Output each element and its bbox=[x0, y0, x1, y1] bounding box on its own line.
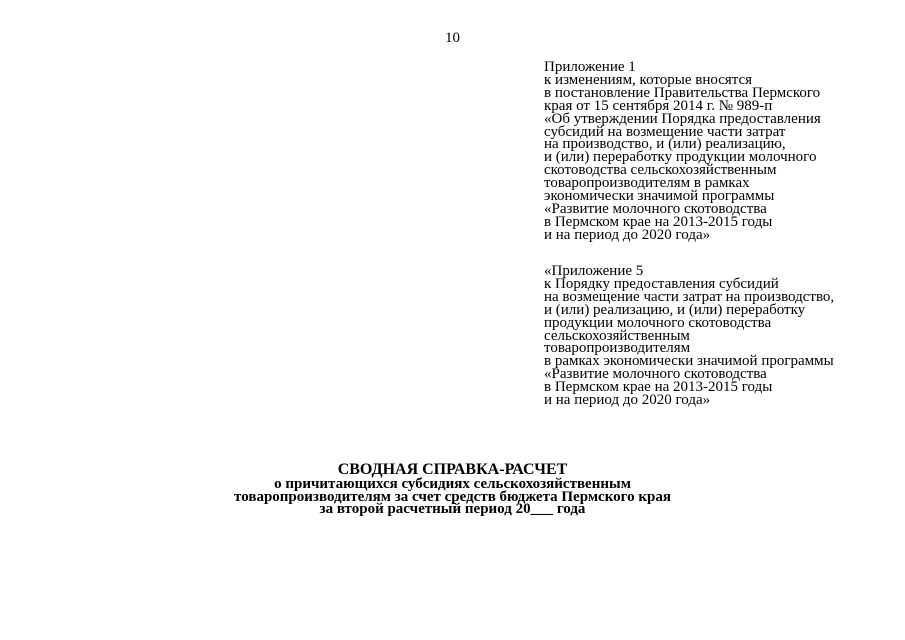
annex-5-line: на возмещение части затрат на производство, bbox=[544, 288, 835, 305]
title-subline: о причитающихся субсидиях сельскохозяйственным bbox=[274, 476, 631, 492]
annex-5-line: сельскохозяйственным bbox=[544, 327, 690, 344]
annex-5-line: и на период до 2020 года» bbox=[544, 392, 711, 409]
annex-1-line: края от 15 сентября 2014 г. № 989-п bbox=[544, 97, 773, 114]
annex-5-line: в Пермском крае на 2013-2015 годы bbox=[544, 379, 773, 396]
title-subline: за второй расчетный период 20___ года bbox=[319, 501, 586, 517]
annex-5-line: продукции молочного скотоводства bbox=[544, 314, 772, 331]
annex-1-line: товаропроизводителям в рамках bbox=[544, 175, 750, 192]
annex-1-line: Приложение 1 bbox=[544, 59, 636, 75]
annex-1-line: «Об утверждении Порядка предоставления bbox=[544, 110, 821, 127]
annex-1-line: в постановление Правительства Пермского bbox=[544, 84, 821, 101]
annex-5-line: к Порядку предоставления субсидий bbox=[544, 275, 779, 292]
annex-5-line: и (или) реализацию, и (или) переработку bbox=[544, 301, 806, 318]
annex-1-line: к изменениям, которые вносятся bbox=[544, 71, 753, 88]
annex-5-line: «Развитие молочного скотоводства bbox=[544, 366, 767, 383]
annex-1-header bbox=[544, 61, 894, 242]
annex-5-line: «Приложение 5 bbox=[544, 263, 644, 279]
annex-5-line: товаропроизводителям bbox=[544, 340, 691, 357]
annex-1-line: «Развитие молочного скотоводства bbox=[544, 200, 767, 217]
annex-1-line: экономически значимой программы bbox=[544, 188, 775, 205]
annex-1-line: и на период до 2020 года» bbox=[544, 226, 711, 243]
annex-5-header bbox=[544, 265, 894, 407]
page-number: 10 bbox=[445, 30, 460, 46]
annex-5-line: в рамках экономически значимой программы bbox=[544, 353, 834, 370]
annex-1-line: субсидий на возмещение части затрат bbox=[544, 123, 786, 140]
annex-1-line: и (или) переработку продукции молочного bbox=[544, 149, 817, 166]
annex-1-line: скотоводства сельскохозяйственным bbox=[544, 162, 777, 179]
title-subline: товаропроизводителям за счет средств бюджета Пермского края bbox=[234, 488, 671, 505]
title-heading: СВОДНАЯ СПРАВКА-РАСЧЕТ bbox=[337, 461, 568, 478]
annex-1-line: в Пермском крае на 2013-2015 годы bbox=[544, 213, 773, 230]
annex-1-line: на производство, и (или) реализацию, bbox=[544, 136, 786, 153]
document-title bbox=[0, 462, 905, 516]
